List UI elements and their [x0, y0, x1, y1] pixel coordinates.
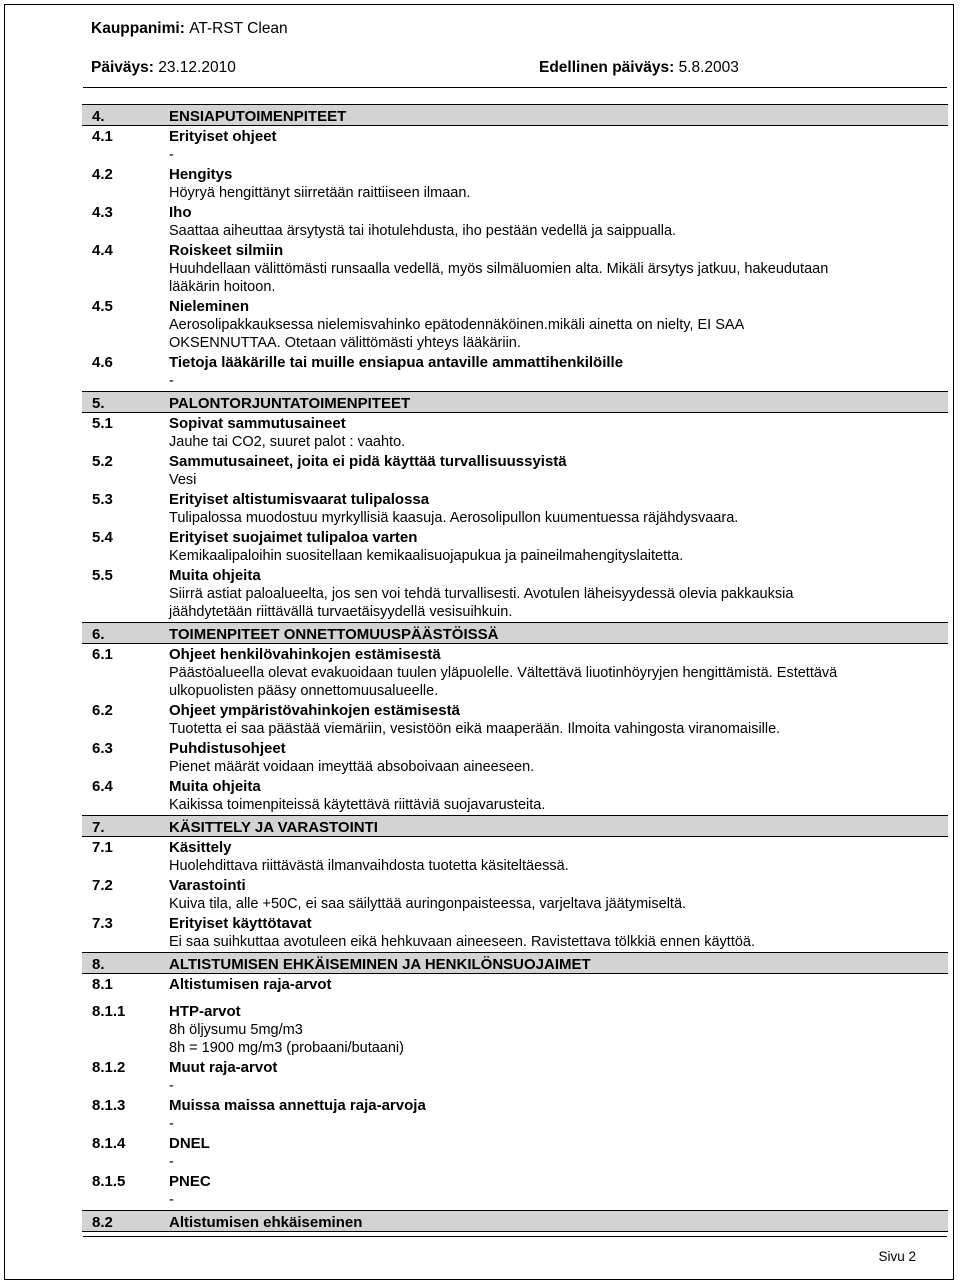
- text-line: Pienet määrät voidaan imeyttää absoboivaan aineeseen.: [169, 759, 535, 775]
- section-text: [82, 184, 948, 202]
- heading-number: 4.: [92, 108, 105, 125]
- subsection-heading: [82, 975, 948, 994]
- text-line: Kaikissa toimenpiteissä käytettävä riittäviä suojavarusteita.: [169, 797, 546, 813]
- heading-number: 6.3: [92, 740, 113, 757]
- heading-title: KÄSITTELY JA VARASTOINTI: [169, 819, 378, 836]
- heading-number: 5.5: [92, 567, 113, 584]
- subsection-heading: [82, 645, 948, 664]
- section-heading: [82, 815, 948, 837]
- heading-number: 6.2: [92, 702, 113, 719]
- subsection-heading: [82, 452, 948, 471]
- section-text: [82, 433, 948, 451]
- text-line: Tulipalossa muodostuu myrkyllisiä kaasuja. Aerosolipullon kuumentuessa räjähdysvaara.: [169, 510, 739, 526]
- section-text: [82, 895, 948, 913]
- subsection-heading: [82, 1172, 948, 1191]
- heading-number: 4.5: [92, 298, 113, 315]
- subsection-heading: [82, 414, 948, 433]
- section-text: [82, 796, 948, 814]
- heading-title: Nieleminen: [169, 298, 250, 315]
- text-line: Saattaa aiheuttaa ärsytystä tai ihotulehdusta, iho pestään vedellä ja saippualla.: [169, 223, 677, 239]
- heading-number: 8.1.5: [92, 1173, 126, 1190]
- text-line: Tuotetta ei saa päästää viemäriin, vesistöön eikä maaperään. Ilmoita vahingosta viranomaisille.: [169, 721, 781, 737]
- heading-number: 7.1: [92, 839, 113, 856]
- heading-number: 4.1: [92, 128, 113, 145]
- text-line: Siirrä astiat paloalueelta, jos sen voi tehdä turvallisesti. Avotulen läheisyydessä olevia pakkauksia: [169, 586, 794, 602]
- heading-title: Muissa maissa annettuja raja-arvoja: [169, 1097, 426, 1114]
- section-text: [82, 146, 948, 164]
- heading-number: 8.: [92, 956, 105, 973]
- subsection-heading: [82, 1096, 948, 1115]
- heading-number: 8.1: [92, 976, 113, 993]
- heading-title: PALONTORJUNTATOIMENPITEET: [169, 395, 411, 412]
- text-line: ulkopuolisten pääsy onnettomuusalueelle.: [169, 683, 439, 699]
- subsection-heading: [82, 566, 948, 585]
- heading-number: 5.4: [92, 529, 113, 546]
- subsection-heading: [82, 353, 948, 372]
- subsection-heading: [82, 777, 948, 796]
- subsection-heading: [82, 1058, 948, 1077]
- heading-title: Tietoja lääkärille tai muille ensiapua antaville ammattihenkilöille: [169, 354, 624, 371]
- heading-number: 8.2: [92, 1214, 113, 1231]
- date: Päiväys: 23.12.2010: [91, 59, 236, 76]
- spacer: [82, 994, 948, 1002]
- heading-title: Ohjeet ympäristövahinkojen estämisestä: [169, 702, 460, 719]
- section-text: [82, 260, 948, 296]
- section-text: [82, 509, 948, 527]
- heading-title: Roiskeet silmiin: [169, 242, 284, 259]
- text-line: Jauhe tai CO2, suuret palot : vaahto.: [169, 434, 406, 450]
- section-heading: [82, 104, 948, 126]
- subsection-heading: [82, 739, 948, 758]
- heading-title: Sammutusaineet, joita ei pidä käyttää turvallisuussyistä: [169, 453, 567, 470]
- subsection-heading: [82, 1002, 948, 1021]
- heading-title: Altistumisen ehkäiseminen: [169, 1214, 363, 1231]
- heading-title: Käsittely: [169, 839, 232, 856]
- heading-number: 7.3: [92, 915, 113, 932]
- section-text: [82, 664, 948, 700]
- subsection-heading: [82, 1134, 948, 1153]
- heading-title: TOIMENPITEET ONNETTOMUUSPÄÄSTÖISSÄ: [169, 626, 499, 643]
- section-text: [82, 222, 948, 240]
- heading-title: Varastointi: [169, 877, 246, 894]
- heading-title: DNEL: [169, 1135, 210, 1152]
- section-text: [82, 547, 948, 565]
- heading-title: Ohjeet henkilövahinkojen estämisestä: [169, 646, 441, 663]
- text-line: 8h = 1900 mg/m3 (probaani/butaani): [169, 1040, 404, 1056]
- text-line: -: [169, 1116, 174, 1132]
- section-heading: [82, 622, 948, 644]
- text-line: -: [169, 1078, 174, 1094]
- heading-title: Muut raja-arvot: [169, 1059, 278, 1076]
- section-text: [82, 316, 948, 352]
- heading-number: 8.1.4: [92, 1135, 126, 1152]
- previous-date: Edellinen päiväys: 5.8.2003: [539, 59, 739, 76]
- text-line: jäähdytetään riittävällä turvaetäisyydellä vesisuihkuin.: [169, 604, 513, 620]
- heading-title: HTP-arvot: [169, 1003, 241, 1020]
- heading-title: PNEC: [169, 1173, 211, 1190]
- heading-title: Erityiset altistumisvaarat tulipalossa: [169, 491, 430, 508]
- heading-title: ALTISTUMISEN EHKÄISEMINEN JA HENKILÖNSUOJAIMET: [169, 956, 591, 973]
- heading-title: Sopivat sammutusaineet: [169, 415, 346, 432]
- text-line: Kemikaalipaloihin suositellaan kemikaalisuojapukua ja paineilmahengityslaitetta.: [169, 548, 684, 564]
- footer-divider: [83, 1236, 947, 1237]
- section-heading: [82, 391, 948, 413]
- text-line: Ei saa suihkuttaa avotuleen eikä hehkuvaan aineeseen. Ravistettava tölkkiä ennen käyttöä.: [169, 934, 756, 950]
- heading-number: 8.1.3: [92, 1097, 126, 1114]
- heading-number: 4.6: [92, 354, 113, 371]
- heading-title: Erityiset käyttötavat: [169, 915, 312, 932]
- subsection-heading: [82, 297, 948, 316]
- section-heading: [82, 952, 948, 974]
- subsection-heading: [82, 876, 948, 895]
- subsection-heading: [82, 241, 948, 260]
- text-line: OKSENNUTTAA. Otetaan välittömästi yhteys lääkäriin.: [169, 335, 521, 351]
- subsection-heading: [82, 838, 948, 857]
- heading-number: 6.: [92, 626, 105, 643]
- text-line: -: [169, 1154, 174, 1170]
- heading-number: 6.4: [92, 778, 113, 795]
- section-text: [82, 720, 948, 738]
- heading-number: 5.2: [92, 453, 113, 470]
- text-line: Huuhdellaan välittömästi runsaalla vedellä, myös silmäluomien alta. Mikäli ärsytys jatkuu, hakeudutaan: [169, 261, 829, 277]
- page-number: Sivu 2: [878, 1249, 916, 1264]
- heading-title: Iho: [169, 204, 192, 221]
- section-text: [82, 471, 948, 489]
- heading-number: 4.4: [92, 242, 113, 259]
- section-text: [82, 933, 948, 951]
- section-text: [82, 585, 948, 621]
- header-divider: [83, 87, 947, 88]
- text-line: Huolehdittava riittävästä ilmanvaihdosta tuotetta käsiteltäessä.: [169, 858, 569, 874]
- heading-number: 4.2: [92, 166, 113, 183]
- heading-title: Altistumisen raja-arvot: [169, 976, 332, 993]
- heading-number: 5.: [92, 395, 105, 412]
- heading-title: ENSIAPUTOIMENPITEET: [169, 108, 347, 125]
- heading-title: Erityiset suojaimet tulipaloa varten: [169, 529, 418, 546]
- heading-title: Puhdistusohjeet: [169, 740, 286, 757]
- text-line: Kuiva tila, alle +50C, ei saa säilyttää auringonpaisteessa, varjeltava jäätymiseltä.: [169, 896, 687, 912]
- section-text: [82, 1077, 948, 1095]
- heading-number: 5.1: [92, 415, 113, 432]
- subsection-heading: [82, 127, 948, 146]
- heading-title: Erityiset ohjeet: [169, 128, 277, 145]
- heading-number: 6.1: [92, 646, 113, 663]
- subsection-heading: [82, 490, 948, 509]
- subsection-heading: [82, 165, 948, 184]
- text-line: -: [169, 373, 174, 389]
- heading-number: 7.2: [92, 877, 113, 894]
- subsection-heading: [82, 203, 948, 222]
- section-text: [82, 372, 948, 390]
- text-line: Aerosolipakkauksessa nielemisvahinko epätodennäköinen.mikäli ainetta on nielty, EI SAA: [169, 317, 745, 333]
- subsection-heading: [82, 528, 948, 547]
- text-line: Vesi: [169, 472, 197, 488]
- text-line: Höyryä hengittänyt siirretään raittiiseen ilmaan.: [169, 185, 471, 201]
- section-text: [82, 1153, 948, 1171]
- heading-number: 8.1.1: [92, 1003, 126, 1020]
- section-text: [82, 857, 948, 875]
- section-text: [82, 1191, 948, 1209]
- text-line: Päästöalueella olevat evakuoidaan tuulen yläpuolelle. Vältettävä liuotinhöyryjen hengittämistä. Estettävä: [169, 665, 838, 681]
- section-text: [82, 1021, 948, 1057]
- document-body: [82, 104, 948, 1233]
- subsection-heading: [82, 701, 948, 720]
- section-text: [82, 1115, 948, 1133]
- subsection-heading: [82, 914, 948, 933]
- heading-number: 8.1.2: [92, 1059, 126, 1076]
- text-line: lääkärin hoitoon.: [169, 279, 276, 295]
- heading-title: Muita ohjeita: [169, 567, 261, 584]
- section-heading: [82, 1210, 948, 1232]
- section-text: [82, 758, 948, 776]
- heading-number: 4.3: [92, 204, 113, 221]
- company-name: Kauppanimi: AT-RST Clean: [91, 20, 288, 37]
- heading-title: Hengitys: [169, 166, 233, 183]
- text-line: -: [169, 1192, 174, 1208]
- heading-number: 5.3: [92, 491, 113, 508]
- text-line: -: [169, 147, 174, 163]
- text-line: 8h öljysumu 5mg/m3: [169, 1022, 303, 1038]
- heading-number: 7.: [92, 819, 105, 836]
- heading-title: Muita ohjeita: [169, 778, 261, 795]
